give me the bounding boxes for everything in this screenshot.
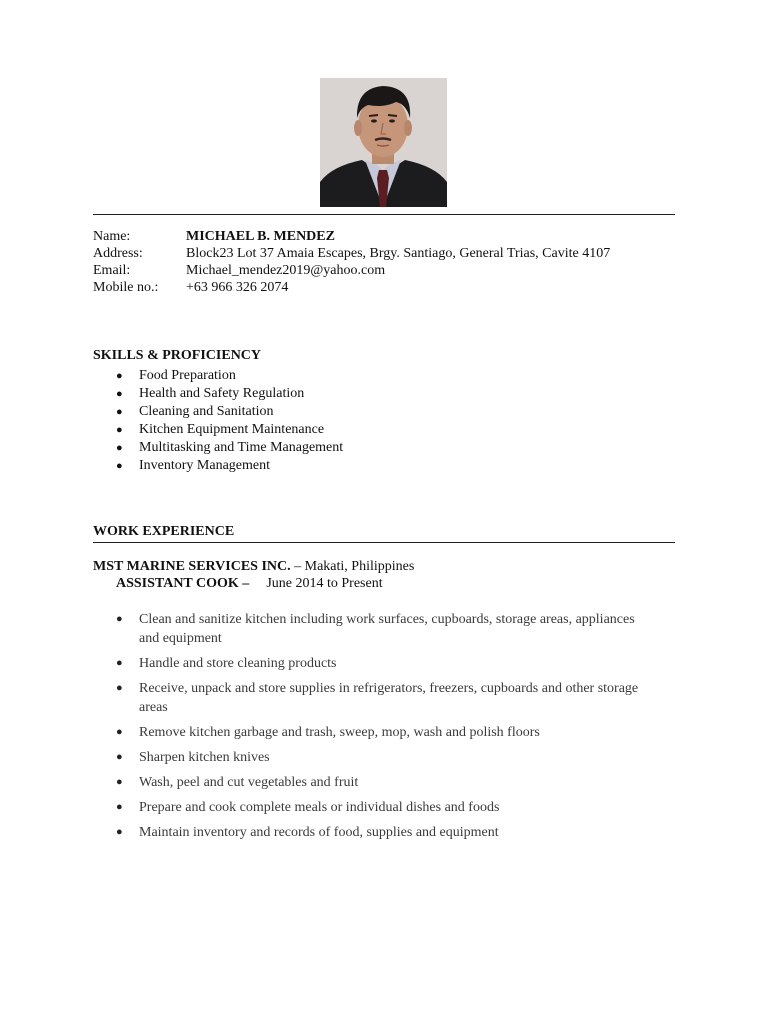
duty-text: Remove kitchen garbage and trash, sweep, mop, wash and polish floors (139, 725, 540, 740)
email-label: Email: (93, 263, 131, 278)
skills-heading: SKILLS & PROFICIENCY (93, 348, 262, 363)
address-value: Block23 Lot 37 Amaia Escapes, Brgy. Santiago, General Trias, Cavite 4107 (186, 246, 611, 261)
bullet-icon: ● (116, 682, 123, 694)
skill-item (93, 439, 343, 457)
profile-photo-illustration (320, 78, 447, 207)
bullet-icon: ● (116, 826, 123, 838)
bullet-icon: ● (116, 388, 123, 400)
bullet-icon: ● (116, 613, 123, 625)
work-experience-divider (93, 542, 675, 543)
profile-photo (320, 78, 447, 207)
duty-item (93, 773, 639, 792)
duty-item (93, 823, 639, 842)
duty-text: Maintain inventory and records of food, supplies and equipment (139, 825, 499, 840)
duty-text: Clean and sanitize kitchen including work surfaces, cupboards, storage areas, appliances and equipment (139, 612, 635, 646)
header-divider (93, 214, 675, 215)
duty-item (93, 748, 639, 767)
name-value: MICHAEL B. MENDEZ (186, 229, 335, 244)
role-title: ASSISTANT COOK – (116, 576, 250, 591)
duty-text: Sharpen kitchen knives (139, 750, 270, 765)
skill-text: Health and Safety Regulation (139, 386, 305, 401)
bullet-icon: ● (116, 424, 123, 436)
duty-text: Handle and store cleaning products (139, 656, 337, 671)
bullet-icon: ● (116, 460, 123, 472)
skill-text: Kitchen Equipment Maintenance (139, 422, 325, 437)
duty-item (93, 723, 639, 742)
work-experience-heading: WORK EXPERIENCE (93, 524, 235, 539)
bullet-icon: ● (116, 657, 123, 669)
bullet-icon: ● (116, 751, 123, 763)
company-location: – Makati, Philippines (290, 559, 415, 574)
bullet-icon: ● (116, 442, 123, 454)
duty-text: Prepare and cook complete meals or individual dishes and foods (139, 800, 500, 815)
duty-text: Receive, unpack and store supplies in refrigerators, freezers, cupboards and other storage areas (139, 681, 639, 715)
skill-item (93, 403, 343, 421)
mobile-label: Mobile no.: (93, 280, 159, 295)
bullet-icon: ● (116, 776, 123, 788)
duty-item (93, 798, 639, 817)
bullet-icon: ● (116, 801, 123, 813)
duty-item (93, 679, 639, 717)
skill-text: Inventory Management (139, 458, 271, 473)
skills-list (93, 367, 343, 475)
role-period: June 2014 to Present (266, 576, 383, 591)
bullet-icon: ● (116, 406, 123, 418)
bullet-icon: ● (116, 370, 123, 382)
duty-item (93, 654, 639, 673)
duty-text: Wash, peel and cut vegetables and fruit (139, 775, 359, 790)
skill-item (93, 421, 343, 439)
email-value: Michael_mendez2019@yahoo.com (186, 263, 386, 278)
skill-item (93, 367, 343, 385)
skill-item (93, 457, 343, 475)
skill-item (93, 385, 343, 403)
role-line (116, 576, 383, 592)
name-label: Name: (93, 229, 131, 244)
bullet-icon: ● (116, 726, 123, 738)
company-name: MST MARINE SERVICES INC. (93, 559, 291, 574)
skill-text: Multitasking and Time Management (139, 440, 344, 455)
skill-text: Cleaning and Sanitation (139, 404, 274, 419)
duties-list (93, 610, 639, 848)
duty-item (93, 610, 639, 648)
address-label: Address: (93, 246, 143, 261)
mobile-value: +63 966 326 2074 (186, 280, 289, 295)
company-line (93, 559, 414, 575)
skill-text: Food Preparation (139, 368, 236, 383)
